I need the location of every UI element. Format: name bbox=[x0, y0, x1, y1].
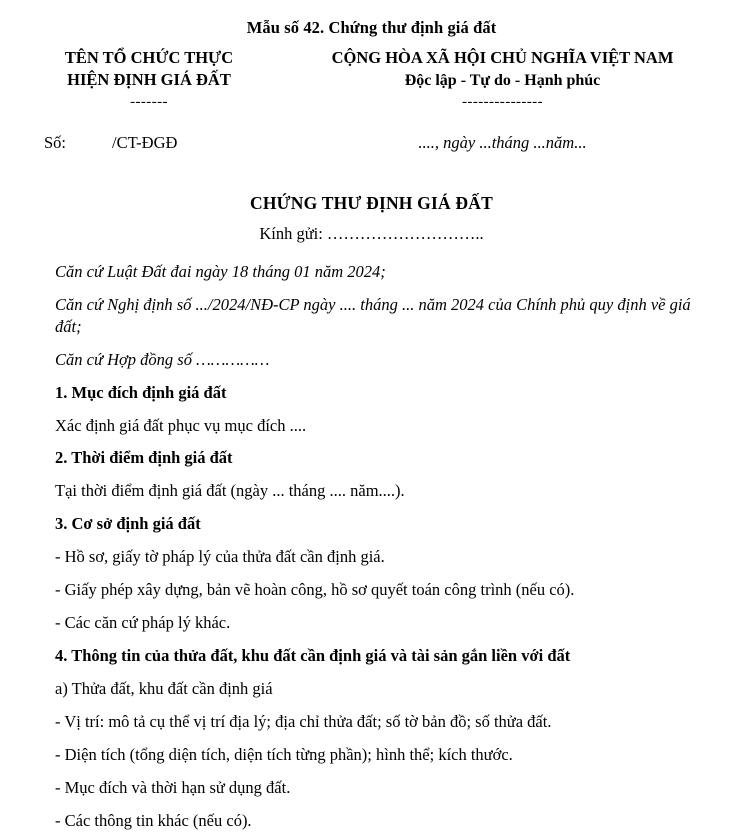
section-heading-4: 4. Thông tin của thửa đất, khu đất cần định giá và tài sản gắn liền với đất bbox=[55, 646, 571, 666]
section-2-line: Tại thời điểm định giá đất (ngày ... tháng .... năm....). bbox=[55, 481, 405, 501]
document-header bbox=[0, 47, 743, 111]
section-3-line: - Các căn cứ pháp lý khác. bbox=[55, 613, 231, 633]
document-meta-row bbox=[0, 133, 743, 153]
section-4-line: - Mục đích và thời hạn sử dụng đất. bbox=[55, 777, 291, 797]
document-body bbox=[0, 261, 743, 832]
section-heading-1: 1. Mục đích định giá đất bbox=[55, 382, 227, 402]
header-left-block bbox=[8, 47, 290, 111]
section-4-line: - Vị trí: mô tả cụ thể vị trí địa lý; địa chỉ thửa đất; số tờ bản đồ; số thửa đất. bbox=[55, 711, 552, 731]
form-code-title: Mẫu số 42. Chứng thư định giá đất bbox=[246, 18, 497, 37]
section-3-line: - Giấy phép xây dựng, bản vẽ hoàn công, hồ sơ quyết toán công trình (nếu có). bbox=[55, 580, 575, 600]
section-3-line: - Hồ sơ, giấy tờ pháp lý của thửa đất cần định giá. bbox=[55, 547, 385, 567]
section-4-line: a) Thửa đất, khu đất cần định giá bbox=[55, 679, 273, 699]
legal-basis-line: Căn cứ Luật Đất đai ngày 18 tháng 01 năm 2024; bbox=[55, 261, 386, 281]
page-title: CHỨNG THƯ ĐỊNH GIÁ ĐẤT bbox=[250, 192, 493, 213]
document-number-label: Số: bbox=[44, 132, 67, 152]
document-number-block bbox=[8, 133, 290, 153]
nation-name: CỘNG HÒA XÃ HỘI CHỦ NGHĨA VIỆT NAM bbox=[331, 47, 674, 67]
organization-rule: ------- bbox=[130, 94, 168, 111]
section-heading-2: 2. Thời điểm định giá đất bbox=[55, 448, 233, 468]
section-heading-3: 3. Cơ sở định giá đất bbox=[55, 514, 201, 534]
section-1-line: Xác định giá đất phục vụ mục đích .... bbox=[55, 415, 307, 435]
section-4-line: - Các thông tin khác (nếu có). bbox=[55, 810, 252, 830]
document-date-line: ...., ngày ...tháng ...năm... bbox=[418, 132, 587, 152]
section-4-line: - Diện tích (tổng diện tích, diện tích từng phần); hình thể; kích thước. bbox=[55, 744, 513, 764]
header-right-block bbox=[290, 47, 743, 110]
document-number-suffix: /CT-ĐGĐ bbox=[112, 132, 178, 152]
legal-basis-line: Căn cứ Nghị định số .../2024/NĐ-CP ngày .... tháng ... năm 2024 của Chính phủ quy định về giá đất; bbox=[55, 294, 691, 336]
legal-basis-line: Căn cứ Hợp đồng số …………… bbox=[55, 349, 270, 369]
organization-name: TÊN TỔ CHỨC THỰC HIỆN ĐỊNH GIÁ ĐẤT bbox=[64, 47, 234, 89]
recipient-line: Kính gửi: ……………………….. bbox=[259, 223, 484, 243]
nation-rule: --------------- bbox=[462, 93, 543, 110]
national-motto: Độc lập - Tự do - Hạnh phúc bbox=[404, 71, 601, 89]
